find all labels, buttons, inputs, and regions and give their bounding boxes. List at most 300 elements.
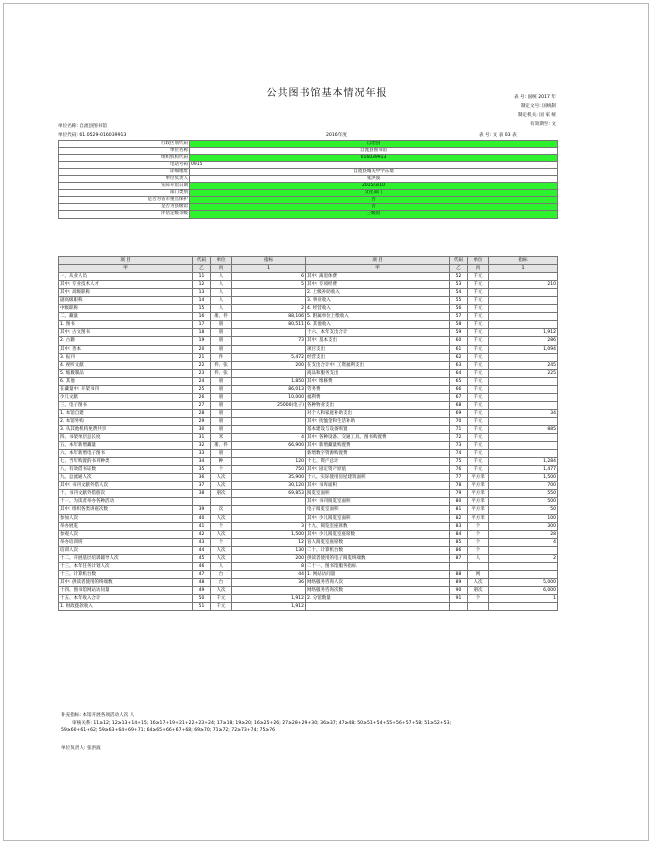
code-left: 51: [193, 603, 211, 611]
code-left: 35: [193, 466, 211, 474]
info-value[interactable]: 自流县图书馆: [190, 148, 558, 155]
code-right: 代码: [450, 257, 468, 265]
unit-left: 册: [211, 393, 232, 401]
item-right: 5. 附属单位上缴收入: [306, 313, 450, 321]
unit-right: 千元: [468, 345, 489, 353]
value-right[interactable]: 50: [489, 506, 558, 514]
value-right[interactable]: [489, 289, 558, 297]
indicator-row: [59, 305, 558, 313]
unit-right: 千元: [468, 353, 489, 361]
value-right[interactable]: [489, 546, 558, 554]
code-left: 17: [193, 321, 211, 329]
item-left: 2. 古籍: [59, 337, 193, 345]
item-right: 其中: 维修费: [306, 377, 450, 385]
value-right[interactable]: 1,500: [489, 474, 558, 482]
value-left[interactable]: 69,853: [232, 490, 306, 498]
indicator-row: [59, 297, 558, 305]
unit-left: 个: [211, 522, 232, 530]
value-left[interactable]: 750: [232, 466, 306, 474]
info-value[interactable]: 2015/3/10: [190, 183, 558, 190]
indicator-row: [59, 458, 558, 466]
code-right: 55: [450, 297, 468, 305]
unit-left: 册: [211, 377, 232, 385]
value-right[interactable]: [489, 562, 558, 570]
indicator-row: [59, 474, 558, 482]
value-right[interactable]: 28: [489, 530, 558, 538]
unit-right: 平方米: [468, 514, 489, 522]
value-right[interactable]: [489, 442, 558, 450]
value-right[interactable]: 700: [489, 482, 558, 490]
item-left: 1. 财政拨款收入: [59, 603, 193, 611]
value-right[interactable]: 1,284: [489, 458, 558, 466]
item-left: 其中: 高级职称: [59, 289, 193, 297]
indicator-row: [59, 514, 558, 522]
unit-left: 人: [211, 273, 232, 281]
info-row: [59, 176, 558, 183]
code-left: 45: [193, 554, 211, 562]
code-right: 61: [450, 345, 468, 353]
item-left: 参观人次: [59, 530, 193, 538]
info-label: 评估定级等级: [59, 211, 190, 218]
info-label: 电话号码: [59, 162, 190, 169]
code-right: 72: [450, 434, 468, 442]
info-label: 是否为县级馆: [59, 204, 190, 211]
info-value[interactable]: 否: [190, 197, 558, 204]
code-right: 85: [450, 538, 468, 546]
info-value[interactable]: 自流县城关中学东墙: [190, 169, 558, 176]
item-left: 四、书架单层总长度: [59, 434, 193, 442]
value-left[interactable]: 200: [232, 361, 306, 369]
value-left[interactable]: [232, 586, 306, 594]
item-left: 项 目: [59, 257, 193, 265]
item-left: 其中: 组织各类讲座次数: [59, 506, 193, 514]
unit-left: 种: [211, 458, 232, 466]
indicator-row: [59, 369, 558, 377]
info-value[interactable]: 自治县: [190, 141, 558, 148]
value-left: 1: [232, 265, 306, 273]
unit-left: 册次: [211, 490, 232, 498]
unit-left: 册: [211, 337, 232, 345]
value-left: 指标: [232, 257, 306, 265]
info-value[interactable]: 016039913: [190, 155, 558, 162]
value-left[interactable]: 30,120: [232, 482, 306, 490]
code-left: 31: [193, 434, 211, 442]
item-right: 二十一、图书馆服务指标: [306, 562, 450, 570]
value-right[interactable]: [489, 353, 558, 361]
code-left: 49: [193, 586, 211, 594]
value-left[interactable]: [232, 297, 306, 305]
item-right: 项目支出: [306, 345, 450, 353]
item-right: 基本建设与设备购置: [306, 425, 450, 433]
value-left[interactable]: 66,900: [232, 442, 306, 450]
unit-right: 千元: [468, 297, 489, 305]
item-left: 少儿文献: [59, 393, 193, 401]
value-right[interactable]: 245: [489, 361, 558, 369]
item-right: 供读者使用的电子阅览终端数: [306, 554, 450, 562]
value-right: 1: [489, 265, 558, 273]
item-left: 八、有效借书证数: [59, 466, 193, 474]
value-left[interactable]: [232, 425, 306, 433]
form-meta-expiry: 有效期至: 文: [530, 122, 556, 127]
item-right: 3. 事业收入: [306, 297, 450, 305]
code-right: [450, 603, 468, 611]
unit-left: 册: [211, 417, 232, 425]
code-right: 53: [450, 281, 468, 289]
info-label: 单位名称: [59, 148, 190, 155]
unit-left: 册: [211, 450, 232, 458]
value-right[interactable]: [489, 305, 558, 313]
indicator-row: [59, 361, 558, 369]
item-right: 十九、阅览室座席数: [306, 522, 450, 530]
indicator-row: [59, 401, 558, 409]
header-row: [59, 257, 558, 265]
item-right: 十八、实际使用房屋建筑面积: [306, 474, 450, 482]
indicator-table: [58, 256, 558, 611]
unit-code: 单位代码: 61.0529-016039913: [58, 133, 127, 138]
value-right[interactable]: [489, 321, 558, 329]
info-label: 是否为省市重点保护: [59, 197, 190, 204]
unit-right: 千元: [468, 329, 489, 337]
item-right: 对个人和家庭补助支出: [306, 409, 450, 417]
unit-left: 千元: [211, 603, 232, 611]
item-right: 1. 网站访问量: [306, 570, 450, 578]
unit-right: 千元: [468, 401, 489, 409]
unit-right: [468, 603, 489, 611]
value-right[interactable]: [489, 377, 558, 385]
value-right[interactable]: 4: [489, 538, 558, 546]
code-right: 67: [450, 393, 468, 401]
value-right[interactable]: 1,094: [489, 345, 558, 353]
value-right[interactable]: [489, 434, 558, 442]
basic-info-table: [58, 140, 558, 219]
value-right[interactable]: [489, 417, 558, 425]
code-right: 64: [450, 369, 468, 377]
value-left[interactable]: [232, 409, 306, 417]
value-right[interactable]: 1,912: [489, 329, 558, 337]
code-left: 34: [193, 458, 211, 466]
unit-left: 件、张: [211, 369, 232, 377]
item-left: 1. 图书: [59, 321, 193, 329]
indicator-row: [59, 289, 558, 297]
unit-left: 人次: [211, 546, 232, 554]
info-label: 行政区划代码: [59, 141, 190, 148]
code-left: 46: [193, 562, 211, 570]
item-left: 十一、为读者举办各种活动: [59, 498, 193, 506]
value-left[interactable]: 200: [232, 554, 306, 562]
value-left[interactable]: 88,106: [232, 313, 306, 321]
value-left[interactable]: [232, 329, 306, 337]
value-left[interactable]: 130: [232, 546, 306, 554]
code-right: 68: [450, 401, 468, 409]
code-right: 63: [450, 361, 468, 369]
info-row: [59, 148, 558, 155]
unit-right: 个: [468, 530, 489, 538]
code-right: 54: [450, 289, 468, 297]
value-left[interactable]: 73: [232, 337, 306, 345]
value-right[interactable]: 100: [489, 514, 558, 522]
value-left[interactable]: 86,013: [232, 385, 306, 393]
code-left: 24: [193, 377, 211, 385]
code-left: 32: [193, 442, 211, 450]
indicator-row: [59, 562, 558, 570]
report-year: 2016年度: [326, 133, 347, 138]
item-right: 在支出合计中: 工资福利支出: [306, 361, 450, 369]
code-right: 59: [450, 329, 468, 337]
code-left: 13: [193, 289, 211, 297]
value-left[interactable]: [232, 369, 306, 377]
unit-right: 千元: [468, 385, 489, 393]
value-right[interactable]: 6,000: [489, 586, 558, 594]
item-left: 3. 从其他机构免费共享: [59, 425, 193, 433]
item-right: 二十、计算机台数: [306, 546, 450, 554]
item-left: 十三、计算机台数: [59, 570, 193, 578]
item-left: 六、本年新增电子图书: [59, 450, 193, 458]
item-right: 其中: 抚恤金和生活补助: [306, 417, 450, 425]
info-value[interactable]: 张洪波: [190, 176, 558, 183]
item-right: 其中: 离退休费: [306, 273, 450, 281]
value-left[interactable]: 3: [232, 522, 306, 530]
value-right[interactable]: 885: [489, 425, 558, 433]
item-right: 其中: 书刊阅览室面积: [306, 498, 450, 506]
value-left[interactable]: 8: [232, 562, 306, 570]
item-right: 商品和服务支出: [306, 369, 450, 377]
code-left: 23: [193, 369, 211, 377]
item-right: 经营支出: [306, 353, 450, 361]
unit-left: 人: [211, 297, 232, 305]
value-left[interactable]: 1,912: [232, 603, 306, 611]
info-value[interactable]: 0915: [190, 162, 558, 169]
unit-right: 平方米: [468, 490, 489, 498]
item-left: 一、从业人员: [59, 273, 193, 281]
info-label: 部门类别: [59, 190, 190, 197]
indicator-row: [59, 321, 558, 329]
value-left[interactable]: 1,500: [232, 530, 306, 538]
info-row: [59, 211, 558, 218]
value-left[interactable]: 36: [232, 578, 306, 586]
unit-right: 千元: [468, 409, 489, 417]
value-left[interactable]: 10,000: [232, 393, 306, 401]
code-right: 91: [450, 594, 468, 602]
code-right: 70: [450, 417, 468, 425]
item-right: 其中: 固定资产原值: [306, 466, 450, 474]
value-right[interactable]: 1,477: [489, 466, 558, 474]
value-left[interactable]: 35,900: [232, 474, 306, 482]
code-left: 19: [193, 337, 211, 345]
code-left: 29: [193, 417, 211, 425]
unit-left: 册: [211, 345, 232, 353]
supplement-indicator: 补充指标: 本馆开展各项活动人次 人: [61, 713, 135, 718]
item-right: 项 目: [306, 257, 450, 265]
value-left[interactable]: [232, 498, 306, 506]
unit-right: 平方米: [468, 498, 489, 506]
unit-right: 千元: [468, 393, 489, 401]
code-right: 79: [450, 490, 468, 498]
item-left: 十五、本年收入合计: [59, 594, 193, 602]
value-right[interactable]: [489, 273, 558, 281]
code-right: 90: [450, 586, 468, 594]
indicator-row: [59, 377, 558, 385]
code-right: 78: [450, 482, 468, 490]
value-right: 指标: [489, 257, 558, 265]
code-right: 乙: [450, 265, 468, 273]
unit-left: 人次: [211, 530, 232, 538]
code-left: 30: [193, 425, 211, 433]
unit-left: 册: [211, 329, 232, 337]
code-right: 80: [450, 498, 468, 506]
unit-right: 千元: [468, 466, 489, 474]
unit-left: 人: [211, 281, 232, 289]
value-right[interactable]: 210: [489, 281, 558, 289]
value-left[interactable]: 80,511: [232, 321, 306, 329]
value-right[interactable]: [489, 401, 558, 409]
item-right: 2. 分馆数量: [306, 594, 450, 602]
info-row: [59, 190, 558, 197]
item-right: 其中: 新增藏量购置费: [306, 442, 450, 450]
code-right: 56: [450, 305, 468, 313]
value-right[interactable]: 500: [489, 498, 558, 506]
value-left[interactable]: 1,912: [232, 594, 306, 602]
item-right: 其中: 少儿阅览室面积: [306, 514, 450, 522]
indicator-row: [59, 466, 558, 474]
value-right[interactable]: [489, 385, 558, 393]
value-left[interactable]: [232, 417, 306, 425]
unit-left: 册: [211, 321, 232, 329]
unit-right: 千元: [468, 273, 489, 281]
audit-note-line-2: 59≥60+61+62; 59≥63+64+69+71; 64≥65+66+67+68; 69≥70; 71≥72; 72≥73+74; 75≥76: [61, 728, 276, 733]
code-left: 26: [193, 393, 211, 401]
unit-right: 千元: [468, 458, 489, 466]
indicator-row: [59, 450, 558, 458]
info-row: [59, 155, 558, 162]
code-right: 89: [450, 578, 468, 586]
info-value[interactable]: 文化部门: [190, 190, 558, 197]
value-left[interactable]: 44: [232, 570, 306, 578]
value-right[interactable]: 550: [489, 490, 558, 498]
value-left[interactable]: 1,850: [232, 377, 306, 385]
indicator-row: [59, 594, 558, 602]
value-left[interactable]: 2: [232, 305, 306, 313]
value-right[interactable]: 300: [489, 522, 558, 530]
item-left: 九、总流通人次: [59, 474, 193, 482]
unit-left: [211, 498, 232, 506]
item-right: 十六、本年支出合计: [306, 329, 450, 337]
value-right[interactable]: [489, 450, 558, 458]
code-left: [193, 498, 211, 506]
code-right: 73: [450, 442, 468, 450]
value-right[interactable]: 5,000: [489, 578, 558, 586]
value-right[interactable]: 34: [489, 409, 558, 417]
serial-number: 表 号: 文 表 03 表: [479, 133, 517, 138]
unit-right: 千元: [468, 281, 489, 289]
unit-right: 个: [468, 546, 489, 554]
code-left: 48: [193, 578, 211, 586]
value-left[interactable]: [232, 450, 306, 458]
indicator-row: [59, 530, 558, 538]
unit-left: 人: [211, 305, 232, 313]
code-right: 76: [450, 466, 468, 474]
value-right[interactable]: [489, 313, 558, 321]
code-right: [450, 562, 468, 570]
unit-right: [468, 562, 489, 570]
unit-left: 册: [211, 401, 232, 409]
code-right: 84: [450, 530, 468, 538]
audit-note-line-1: 审核关系: 11≥12; 12≥13+14+15; 16≥17+19+21+22+23+24; 17≥18; 19≥20; 16≥25+26; 27≥28+29+30; 36≥37; 47≥48; 50≥51+54+55+56+57+58; 51≥52+53;: [72, 721, 452, 726]
value-right[interactable]: [489, 570, 558, 578]
value-left[interactable]: 25000(电子): [232, 401, 306, 409]
code-left: 12: [193, 281, 211, 289]
value-left[interactable]: 6: [232, 273, 306, 281]
item-left: 十三、本年任务计划人次: [59, 562, 193, 570]
unit-left: 人次: [211, 514, 232, 522]
value-left[interactable]: [232, 506, 306, 514]
code-right: 57: [450, 313, 468, 321]
item-left: 其中: 善本: [59, 345, 193, 353]
item-left: 甲: [59, 265, 193, 273]
value-left[interactable]: 5,472: [232, 353, 306, 361]
value-right[interactable]: 2: [489, 554, 558, 562]
value-left[interactable]: [232, 345, 306, 353]
report-title: 公共图书馆基本情况年报: [266, 88, 388, 99]
value-left[interactable]: [232, 514, 306, 522]
code-left: 25: [193, 385, 211, 393]
unit-right: 人次: [468, 578, 489, 586]
value-left[interactable]: 4: [232, 434, 306, 442]
value-left[interactable]: 5: [232, 281, 306, 289]
code-left: 14: [193, 297, 211, 305]
indicator-row: [59, 522, 558, 530]
value-right[interactable]: [489, 603, 558, 611]
form-meta-doc: 制定文号: 国统制: [520, 104, 556, 109]
value-left[interactable]: 12: [232, 538, 306, 546]
code-right: 52: [450, 273, 468, 281]
item-left: 举办展览: [59, 522, 193, 530]
item-left: 十、书刊文献外借册次: [59, 490, 193, 498]
value-right[interactable]: 1: [489, 594, 558, 602]
code-left: 21: [193, 353, 211, 361]
value-right[interactable]: 225: [489, 369, 558, 377]
item-left: 其中: 古文图书: [59, 329, 193, 337]
code-left: 乙: [193, 265, 211, 273]
item-right: 甲: [306, 265, 450, 273]
indicator-row: [59, 546, 558, 554]
item-right: 电子阅览室面积: [306, 506, 450, 514]
code-left: 43: [193, 538, 211, 546]
code-left: 28: [193, 409, 211, 417]
code-left: 代码: [193, 257, 211, 265]
unit-left: 米: [211, 434, 232, 442]
item-right: 阅览室面积: [306, 490, 450, 498]
item-right: 网络服务咨询人次: [306, 578, 450, 586]
value-left[interactable]: 120: [232, 458, 306, 466]
value-right[interactable]: 286: [489, 337, 558, 345]
info-value[interactable]: 否: [190, 204, 558, 211]
info-value[interactable]: 三级馆: [190, 211, 558, 218]
indicator-row: [59, 281, 558, 289]
indicator-row: [59, 409, 558, 417]
value-right[interactable]: [489, 297, 558, 305]
indicator-row: [59, 570, 558, 578]
unit-left: 人次: [211, 554, 232, 562]
indicator-row: [59, 313, 558, 321]
value-right[interactable]: [489, 393, 558, 401]
indicator-row: [59, 538, 558, 546]
value-left[interactable]: [232, 289, 306, 297]
code-right: 87: [450, 554, 468, 562]
item-left: 十四、图书馆网站访问量: [59, 586, 193, 594]
code-right: 86: [450, 546, 468, 554]
indicator-row: [59, 554, 558, 562]
code-right: 69: [450, 409, 468, 417]
